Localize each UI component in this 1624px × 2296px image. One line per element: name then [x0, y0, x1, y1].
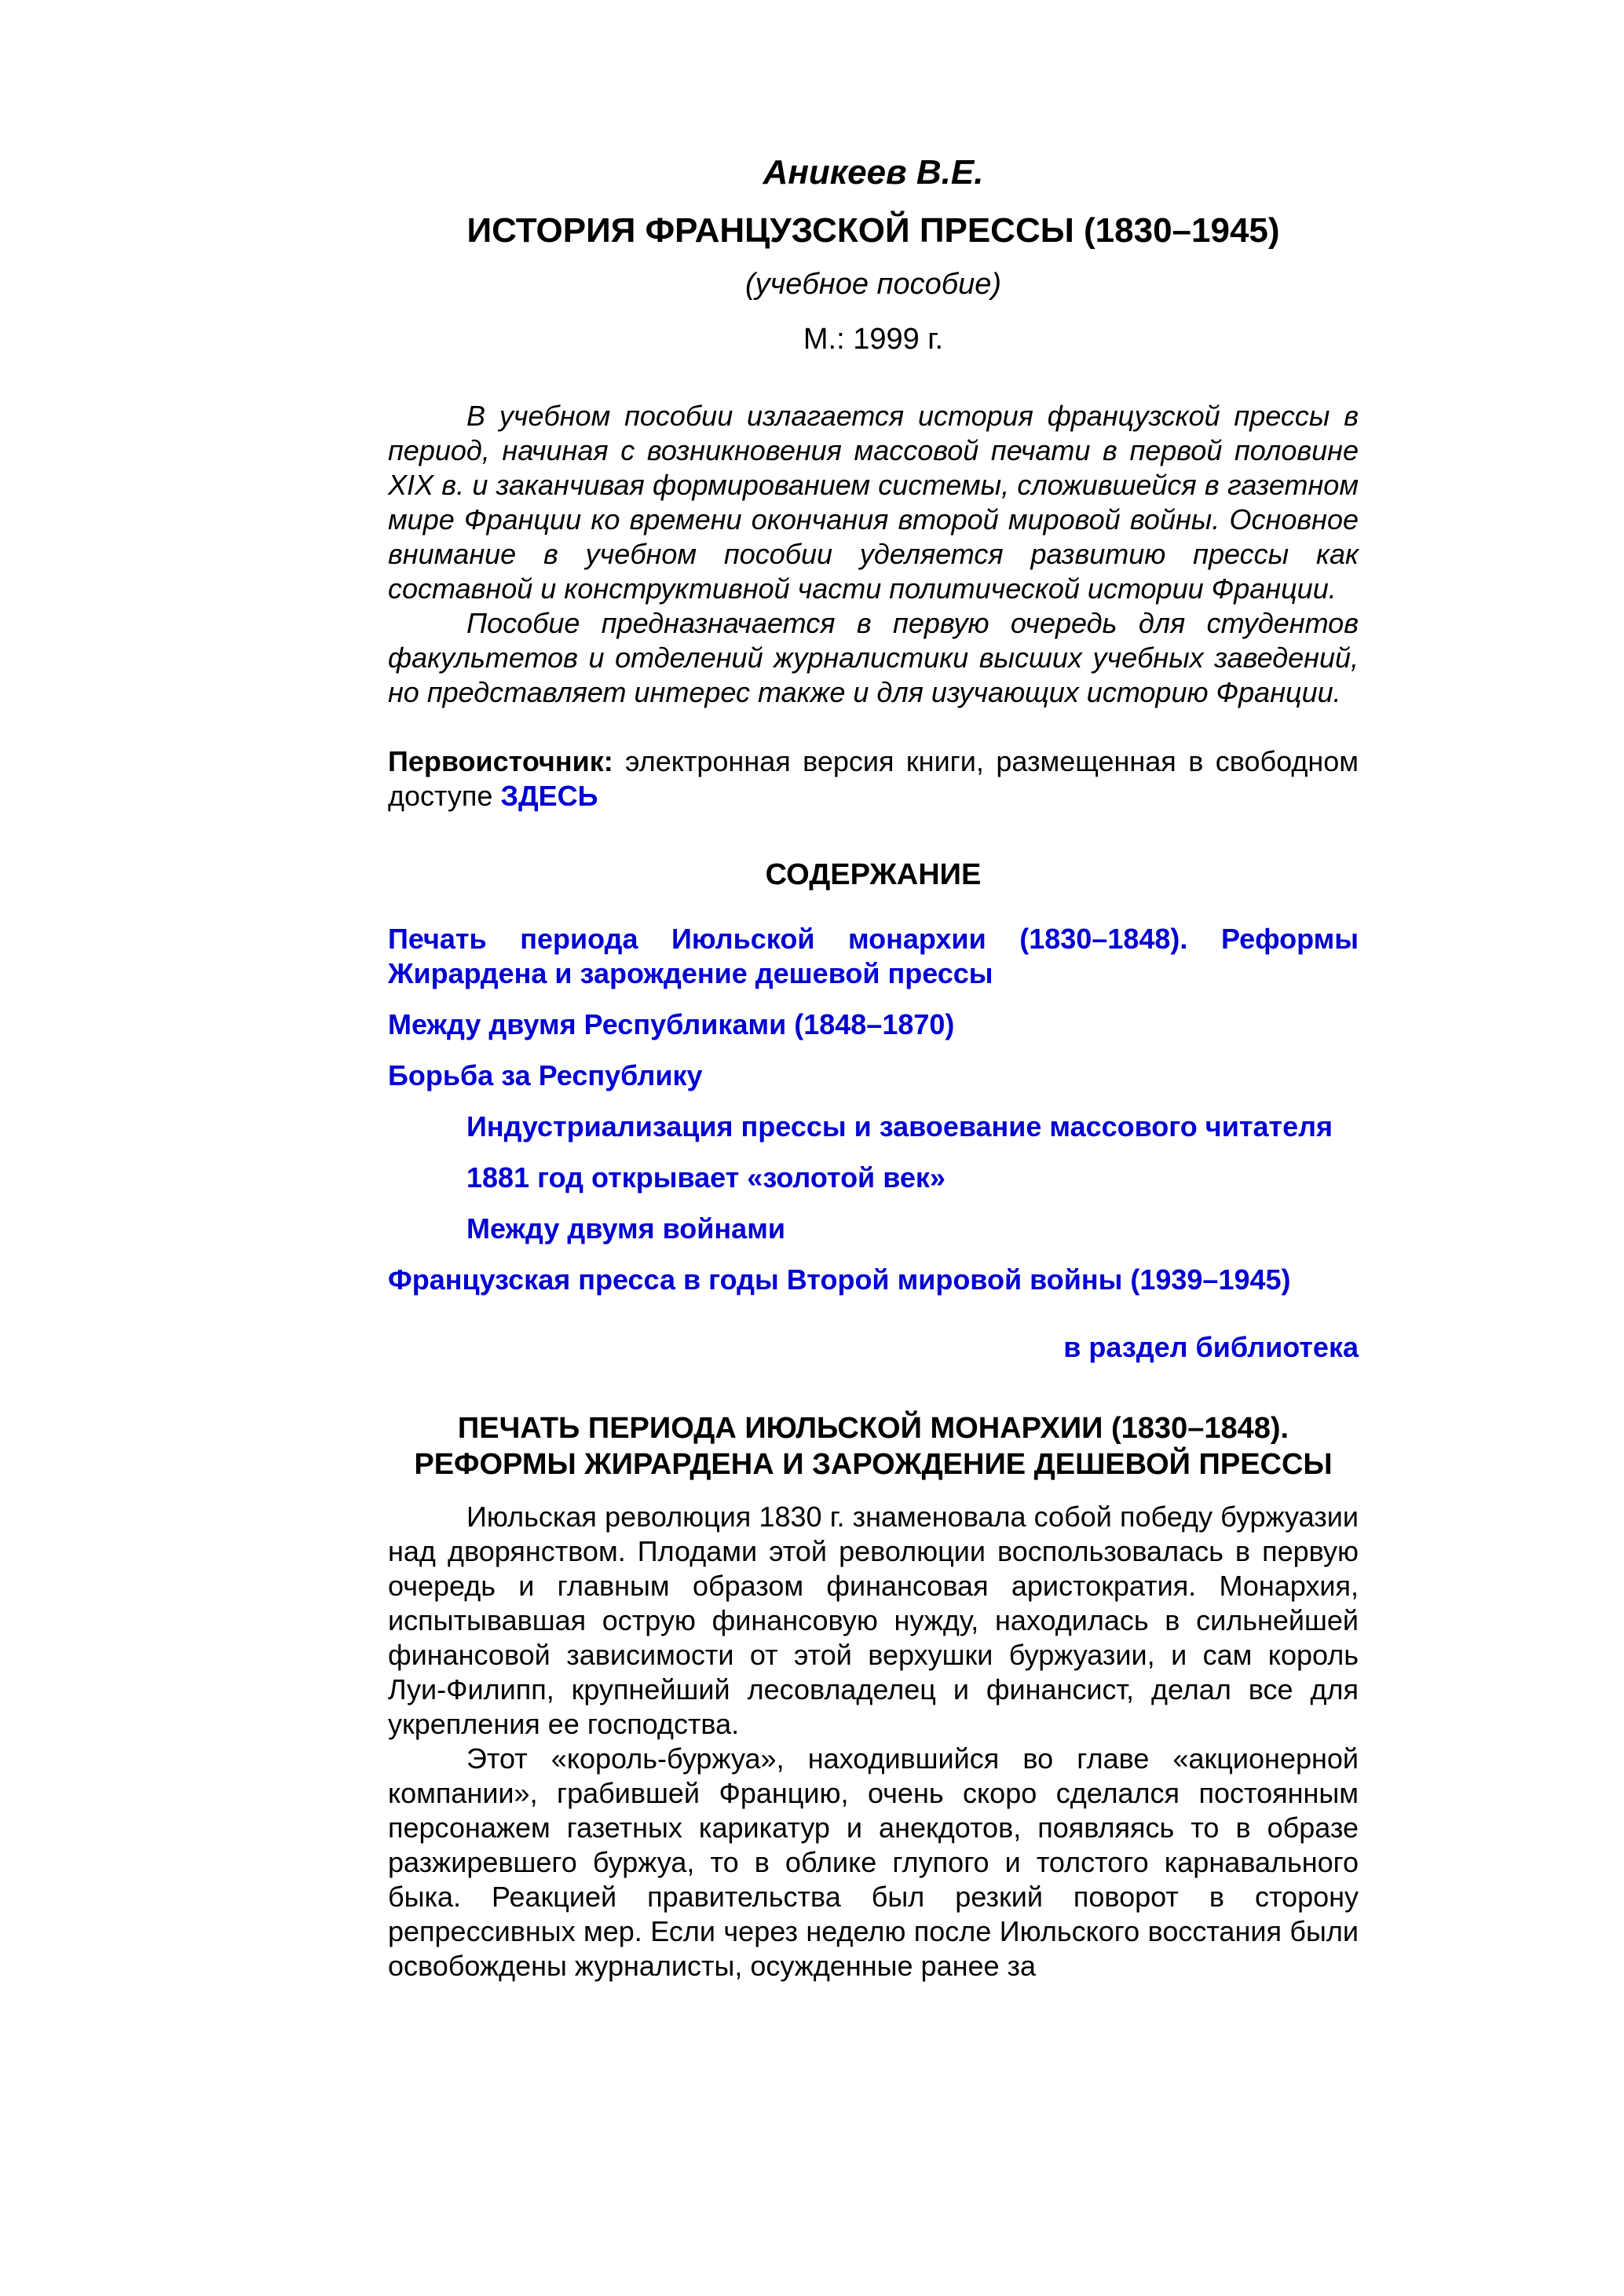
source-text: электронная версия книги, размещенная в свободном доступе [388, 745, 1359, 812]
section-heading: ПЕЧАТЬ ПЕРИОДА ИЮЛЬСКОЙ МОНАРХИИ (1830–1848). РЕФОРМЫ ЖИРАРДЕНА И ЗАРОЖДЕНИЕ ДЕШЕВОЙ ПРЕССЫ [414, 1412, 1333, 1481]
source-link[interactable]: ЗДЕСЬ [500, 780, 598, 812]
author-name: Аникеев В.Е. [763, 153, 984, 192]
body-paragraph: Июльская революция 1830 г. знаменовала собой победу буржуазии над дворянством. Плодами этой революции воспользовалась в первую очередь и главным образом финансовая аристократия. Монархия, испытывавшая острую финансовую нужду, находилась в сильнейшей финансовой зависимости от этой верхушки буржуазии, и сам король Луи-Филипп, крупнейший лесовладелец и финансист, делал все для укрепления ее господства. [388, 1501, 1359, 1740]
abstract [388, 399, 1359, 710]
toc-link-wwii[interactable]: Французская пресса в годы Второй мировой войны (1939–1945) [388, 1263, 1291, 1296]
body-paragraph: Этот «король-буржуа», находившийся во главе «акционерной компании», грабившей Францию, очень скоро сделался постоянным персонажем газетных карикатур и анекдотов, появляясь то в образе разжиревшего буржуа, то в облике глупого и толстого карнавального быка. Реакцией правительства был резкий поворот в сторону репрессивных мер. Если через неделю после Июльского восстания были освобождены журналисты, осужденные ранее за [388, 1742, 1359, 1982]
source-label: Первоисточник: [388, 745, 613, 777]
table-of-contents [388, 922, 1359, 1297]
toc-link-between-wars[interactable]: Между двумя войнами [466, 1212, 785, 1245]
toc-link-struggle-for-republic[interactable]: Борьба за Республику [388, 1059, 703, 1091]
toc-heading: СОДЕРЖАНИЕ [765, 858, 982, 891]
publication-info: М.: 1999 г. [803, 323, 944, 356]
document-header [388, 149, 1359, 360]
section-body [388, 1500, 1359, 1983]
abstract-paragraph: Пособие предназначается в первую очередь для студентов факультетов и отделений журналистики высших учебных заведений, но представляет интерес также и для изучающих историю Франции. [388, 607, 1359, 708]
abstract-paragraph: В учебном пособии излагается история французской прессы в период, начиная с возникновения массовой печати в первой половине XIX в. и заканчивая формированием системы, сложившейся в газетном мире Франции ко времени окончания второй мировой войны. Основное внимание в учебном пособии уделяется развитию прессы как составной и конструктивной части политической истории Франции. [388, 400, 1359, 605]
toc-link-july-monarchy[interactable]: Печать периода Июльской монархии (1830–1848). Реформы Жирардена и зарождение дешевой прессы [388, 923, 1359, 989]
toc-link-golden-age[interactable]: 1881 год открывает «золотой век» [466, 1161, 946, 1194]
toc-link-industrialization[interactable]: Индустриализация прессы и завоевание массового читателя [466, 1110, 1333, 1143]
book-title: ИСТОРИЯ ФРАНЦУЗСКОЙ ПРЕССЫ (1830–1945) [466, 211, 1280, 250]
book-subtitle: (учебное пособие) [744, 268, 1002, 301]
source-note [388, 744, 1359, 813]
library-back-link[interactable]: в раздел библиотека [1063, 1331, 1359, 1363]
toc-link-between-republics[interactable]: Между двумя Республиками (1848–1870) [388, 1008, 955, 1040]
document-page [388, 149, 1359, 1983]
